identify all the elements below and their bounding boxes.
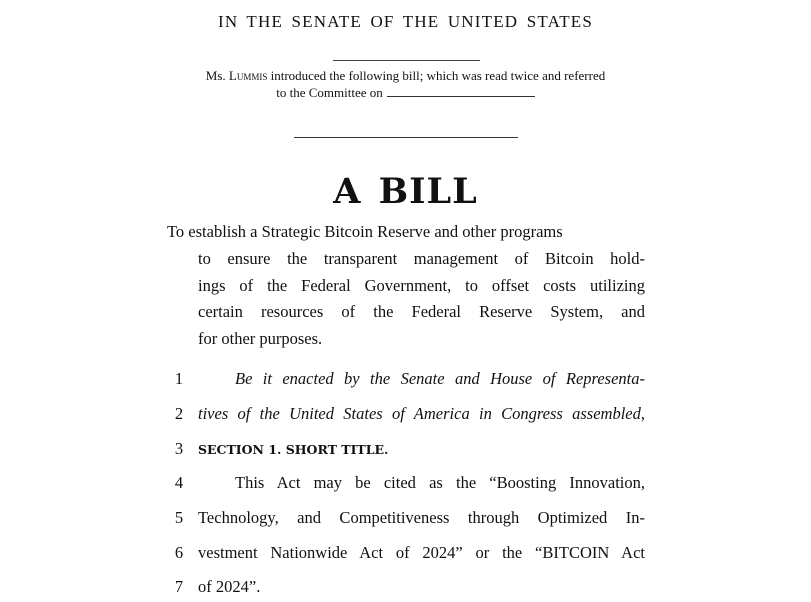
sponsor-prefix: Ms. xyxy=(205,68,226,83)
purpose-line: certain resources of the Federal Reserve System, and xyxy=(198,302,645,321)
line-number: 1 xyxy=(174,369,184,388)
committee-blank xyxy=(387,86,535,97)
enacting-clause-line: Be it enacted by the Senate and House of Representa- xyxy=(235,369,645,388)
purpose-line: To establish a Strategic Bitcoin Reserve and other programs xyxy=(167,222,563,241)
enacting-clause-line: tives of the United States of America in Congress assembled, xyxy=(198,404,645,423)
bill-title: A BILL xyxy=(333,171,478,212)
line-number: 6 xyxy=(174,543,184,562)
introduction-line-1 xyxy=(0,68,811,84)
body-line: This Act may be cited as the “Boosting Innovation, xyxy=(235,473,645,492)
body-line: Technology, and Competitiveness through Optimized In- xyxy=(198,508,645,527)
purpose-line: ings of the Federal Government, to offset costs utilizing xyxy=(198,276,645,295)
chamber-header: IN THE SENATE OF THE UNITED STATES xyxy=(217,12,594,31)
header-divider xyxy=(333,60,480,61)
purpose-line: to ensure the transparent management of Bitcoin hold- xyxy=(198,249,645,268)
body-line: of 2024”. xyxy=(198,577,261,596)
committee-referral-text: to the Committee on xyxy=(276,85,383,100)
purpose-line: for other purposes. xyxy=(198,329,323,348)
sponsor-name: Lummis xyxy=(228,68,268,83)
line-number: 2 xyxy=(174,404,184,423)
line-number: 3 xyxy=(174,439,184,458)
line-number: 7 xyxy=(174,577,184,596)
body-line: vestment Nationwide Act of 2024” or the “BITCOIN Act xyxy=(198,543,645,562)
title-divider xyxy=(294,137,518,138)
line-number: 4 xyxy=(174,473,184,492)
section-heading: SECTION 1. SHORT TITLE. xyxy=(198,442,389,457)
line-number: 5 xyxy=(174,508,184,527)
introduction-text: introduced the following bill; which was read twice and referred xyxy=(270,68,606,83)
introduction-line-2 xyxy=(0,85,811,101)
